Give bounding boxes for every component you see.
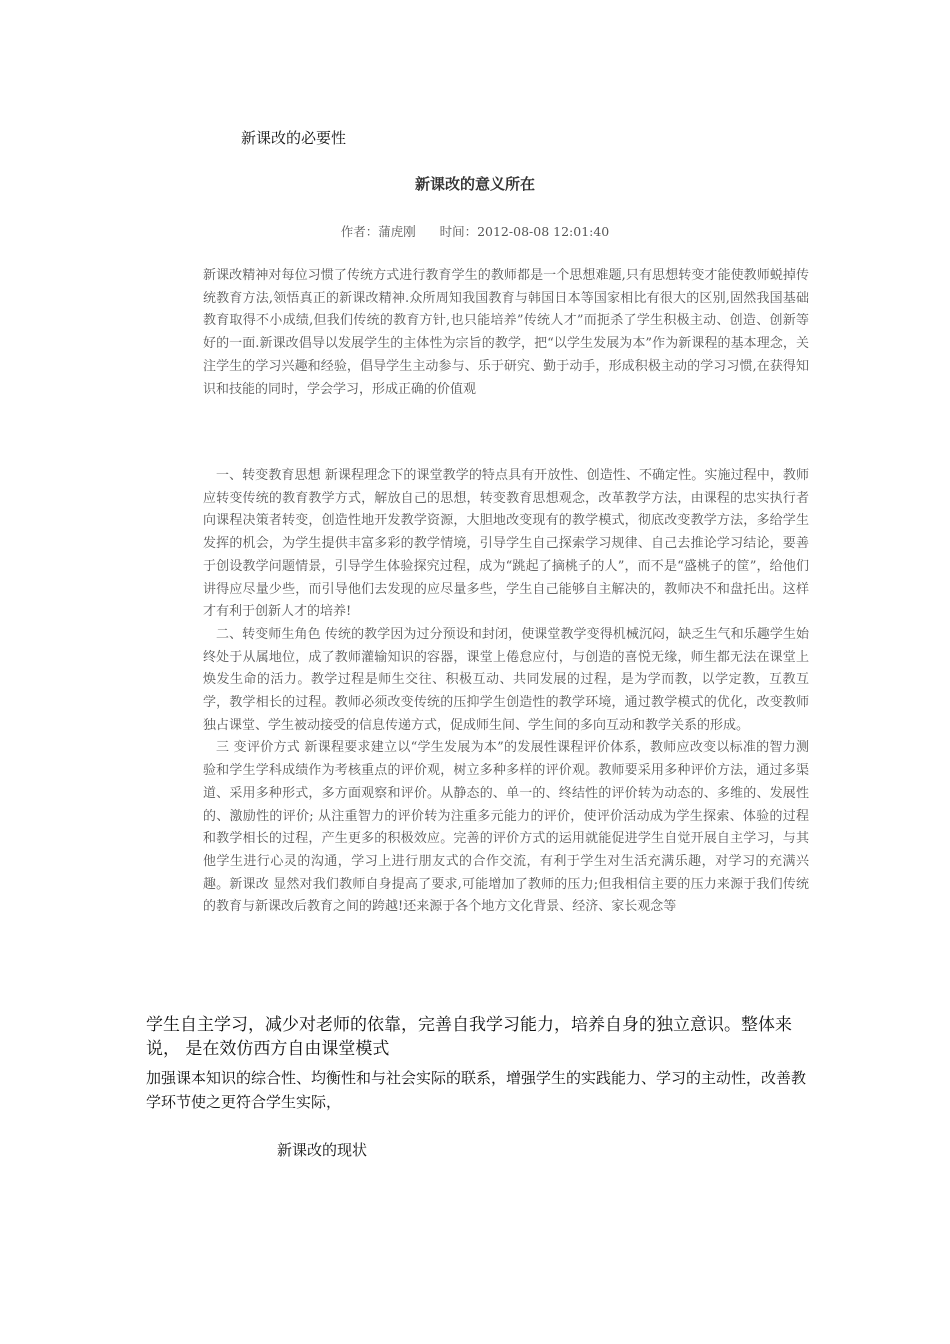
article-title: 新课改的意义所在 bbox=[414, 175, 535, 193]
statement-curriculum: 加强课本知识的综合性、均衡性和与社会实际的联系，增强学生的实践能力、学习的主动性，改善教学环节使之更符合学生实际， bbox=[146, 1069, 807, 1111]
sections-block bbox=[203, 465, 809, 919]
intro-text: 新课改精神对每位习惯了传统方式进行教育学生的教师都是一个思想难题,只有思想转变才能使教师蜕掉传统教育方法,领悟真正的新课改精神.众所周知我国教育与韩国日本等国家相比有很大的区别,固然我国基础教育取得不小成绩,但我们传统的教育方针,也只能培养”传统人才”而扼杀了学生积极主动、创造、创新等好的一面.新课改倡导以发展学生的主体性为宗旨的教学，把“以学生发展为本”作为新课程的基本理念，关注学生的学习兴趣和经验，倡导学生主动参与、乐于研究、勤于动手，形成积极主动的学习习惯,在获得知识和技能的同时，学会学习，形成正确的价值观 bbox=[203, 268, 809, 397]
byline-time: 时间：2012-08-08 12:01:40 bbox=[439, 224, 610, 239]
statement-self-learning: 学生自主学习，减少对老师的依靠，完善自我学习能力，培养自身的独立意识。整体来说， 是在效仿西方自由课堂模式 bbox=[146, 1015, 792, 1059]
heading-necessity: 新课改的必要性 bbox=[241, 129, 347, 147]
byline-author: 作者：蒲虎刚 bbox=[340, 224, 416, 239]
intro-paragraph bbox=[203, 265, 809, 401]
heading-status: 新课改的现状 bbox=[277, 1141, 368, 1159]
byline bbox=[0, 222, 950, 240]
section-paragraph-3: 三 变评价方式 新课程要求建立以“学生发展为本”的发展性课程评价体系，教师应改变以标准的智力测验和学生学科成绩作为考核重点的评价观，树立多种多样的评价观。教师要采用多种评价方法，通过多渠道、采用多种形式，多方面观察和评价。从静态的、单一的、终结性的评价转为动态的、多维的、发展性的、激励性的评价; 从注重智力的评价转为注重多元能力的评价，使评价活动成为学生探索、体验的过程和教学相长的过程，产生更多的积极效应。完善的评价方式的运用就能促进学生自觉开展自主学习，与其他学生进行心灵的沟通，学习上进行朋友式的合作交流，有利于学生对生活充满乐趣，对学习的充满兴趣。新课改 显然对我们教师自身提高了要求,可能增加了教师的压力;但我相信主要的压力来源于我们传统的教育与新课改后教育之间的跨越!还来源于各个地方文化背景、经济、家长观念等 bbox=[203, 740, 809, 915]
section-paragraph-1: 一、转变教育思想 新课程理念下的课堂教学的特点具有开放性、创造性、不确定性。实施过程中，教师应转变传统的教育教学方式，解放自己的思想，转变教育思想观念，改革教学方法，由课程的忠实执行者向课程决策者转变，创造性地开发教学资源，大胆地改变现有的教学模式，彻底改变教学方法，多给学生发挥的机会，为学生提供丰富多彩的教学情境，引导学生自己探索学习规律、自己去推论学习结论，要善于创设教学问题情景，引导学生体验探究过程，成为“跳起了摘桃子的人”，而不是“盛桃子的筐”，给他们讲得应尽量少些，而引导他们去发现的应尽量多些，学生自己能够自主解决的，教师决不和盘托出。这样才有利于创新人才的培养! bbox=[203, 468, 809, 620]
section-paragraph-2: 二、转变师生角色 传统的教学因为过分预设和封闭，使课堂教学变得机械沉闷，缺乏生气和乐趣学生始终处于从属地位，成了教师灌输知识的容器，课堂上倦怠应付，与创造的喜悦无缘，师生都无法在课堂上焕发生命的活力。教学过程是师生交往、积极互动、共同发展的过程，是为学而教，以学定教，互教互学，教学相长的过程。教师必须改变传统的压抑学生创造性的教学环境，通过教学模式的优化，改变教师独占课堂、学生被动接受的信息传递方式，促成师生间、学生间的多向互动和教学关系的形成。 bbox=[203, 626, 809, 733]
